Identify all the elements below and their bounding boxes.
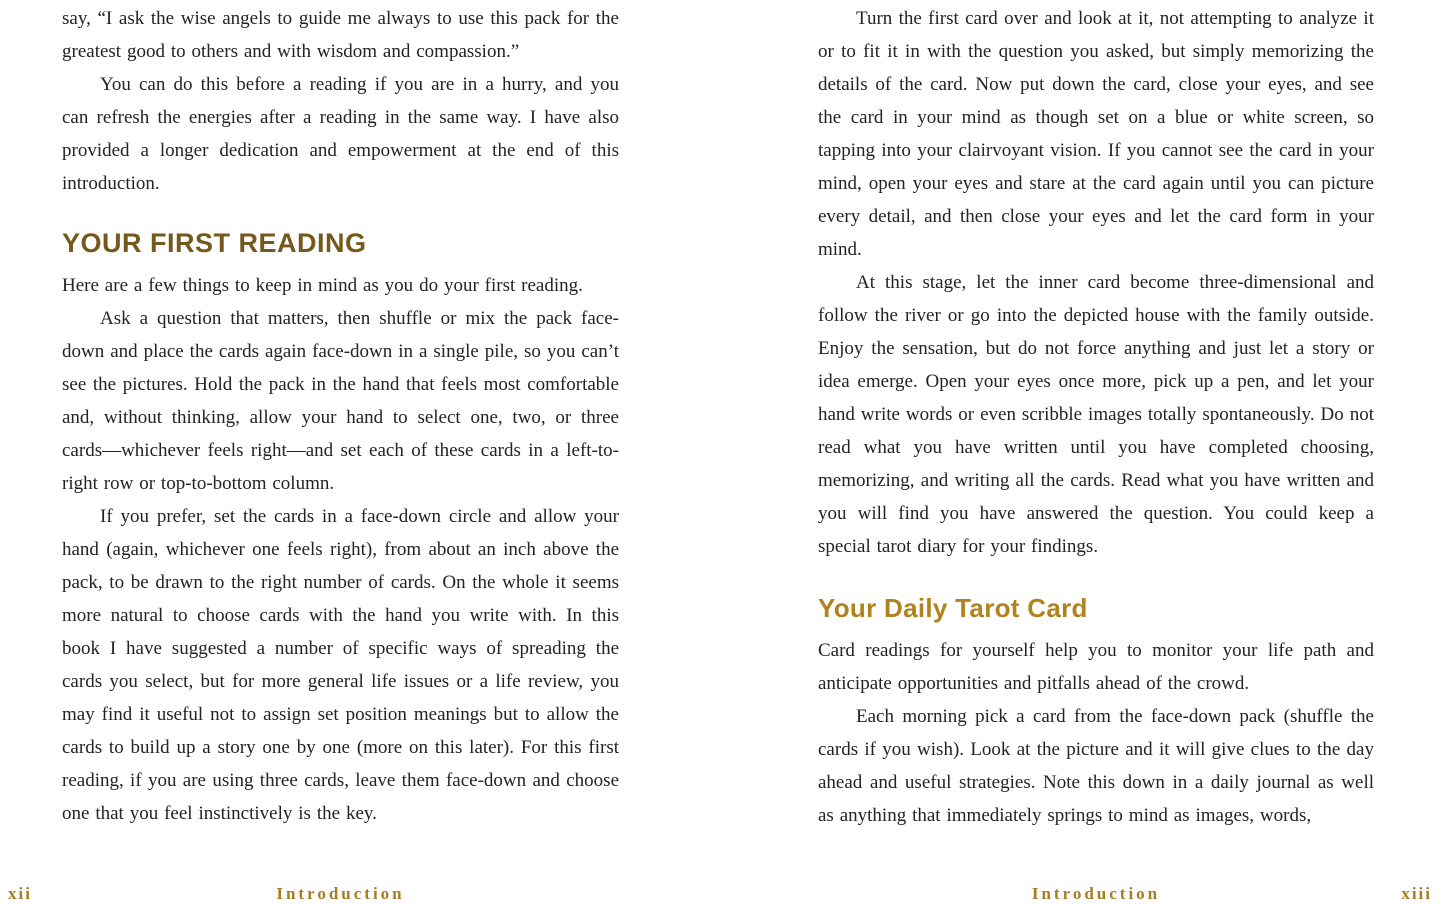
- section-heading-your-first-reading: YOUR FIRST READING: [62, 228, 367, 258]
- paragraph: At this stage, let the inner card become three-dimensional and follow the river or go into the depicted house with the family outside. Enjoy the sensation, but do not force anything and just let a story or idea emerge. Open your eyes once more, pick up a pen, and let your hand write words or even scribble images totally spontaneously. Do not read what you have written until you have completed choosing, memorizing, and writing all the cards. Read what you have written and you will find you have answered the question. You could keep a special tarot diary for your findings.: [818, 272, 1374, 557]
- paragraph: You can do this before a reading if you are in a hurry, and you can refresh the energies after a reading in the same way. I have also provided a longer dedication and empowerment at the end of this introduction.: [62, 74, 619, 194]
- page-number-left: xii: [8, 884, 32, 903]
- paragraph: Each morning pick a card from the face-down pack (shuffle the cards if you wish). Look at the picture and it will give clues to the day ahead and useful strategies. Note this down in a daily journal as well as anything that immediately springs to mind as images, words,: [818, 706, 1374, 826]
- page-right: [818, 0, 1374, 832]
- running-head-left: Introduction: [276, 884, 405, 903]
- running-head-right: Introduction: [1031, 884, 1161, 903]
- paragraph: If you prefer, set the cards in a face-down circle and allow your hand (again, whichever one feels right), from about an inch above the pack, to be drawn to the right number of cards. On the whole it seems more natural to choose cards with the hand you write with. In this book I have suggested a number of specific ways of spreading the cards you select, but for more general life issues or a life review, you may find it useful not to assign set position meanings but to allow the cards to build up a story one by one (more on this later). For this first reading, if you are using three cards, leave them face-down and choose one that you feel instinctively is the key.: [62, 506, 619, 824]
- paragraph: Here are a few things to keep in mind as you do your first reading.: [62, 275, 583, 296]
- paragraph: Turn the first card over and look at it, not attempting to analyze it or to fit it in with the question you asked, but simply memorizing the details of the card. Now put down the card, close your eyes, and see the card in your mind as though set on a blue or white screen, so tapping into your clairvoyant vision. If you cannot see the card in your mind, open your eyes and stare at the card again until you can picture every detail, and then close your eyes and let the card form in your mind.: [818, 8, 1374, 260]
- page-left: [62, 0, 619, 830]
- subsection-heading-your-daily-tarot-card: Your Daily Tarot Card: [818, 593, 1088, 623]
- paragraph: say, “I ask the wise angels to guide me always to use this pack for the greatest good to others and with wisdom and compassion.”: [62, 8, 619, 62]
- paragraph: Ask a question that matters, then shuffle or mix the pack face-down and place the cards again face-down in a single pile, so you can’t see the pictures. Hold the pack in the hand that feels most comfortable and, without thinking, allow your hand to select one, two, or three cards—whichever feels right—and set each of these cards in a left-to-right row or top-to-bottom column.: [62, 308, 619, 494]
- paragraph: Card readings for yourself help you to monitor your life path and anticipate opportunities and pitfalls ahead of the crowd.: [818, 640, 1374, 694]
- page-number-right: xiii: [1401, 884, 1432, 903]
